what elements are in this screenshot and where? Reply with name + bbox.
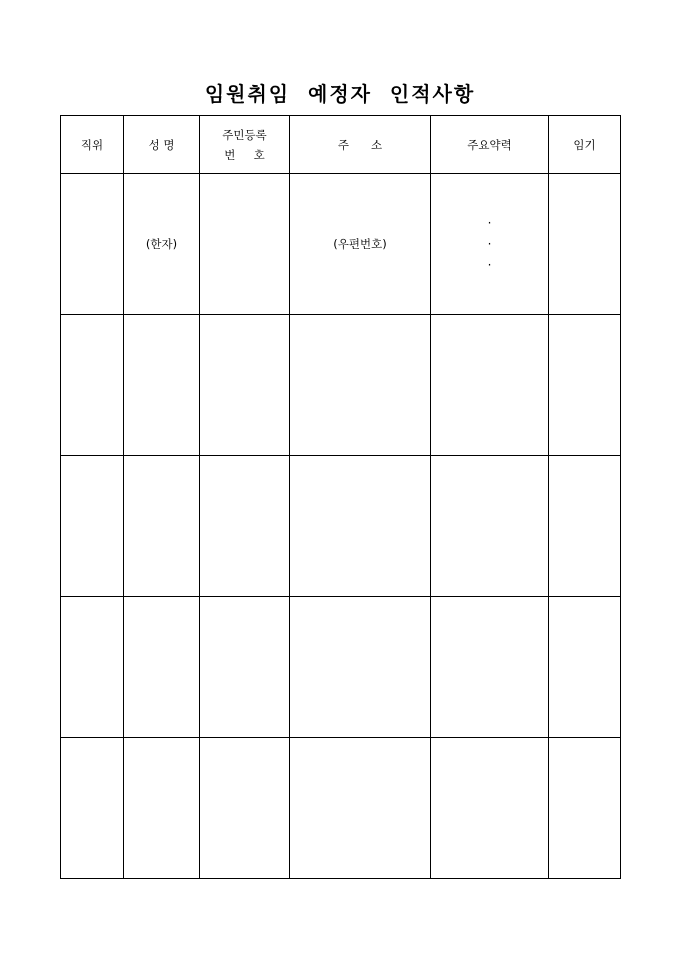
document-title: 임원취임 예정자 인적사항 — [204, 82, 476, 106]
header-term: 임기 — [549, 116, 621, 174]
cell-position[interactable] — [61, 597, 124, 738]
cell-position[interactable] — [61, 315, 124, 456]
header-resident-number — [200, 116, 290, 174]
cell-term[interactable] — [549, 456, 621, 597]
table-row — [61, 315, 621, 456]
cell-address[interactable] — [290, 456, 431, 597]
cell-address[interactable] — [290, 597, 431, 738]
cell-career[interactable] — [431, 174, 549, 315]
name-hanja-hint: (한자) — [145, 237, 178, 251]
cell-position[interactable] — [61, 174, 124, 315]
cell-term[interactable] — [549, 738, 621, 879]
cell-career[interactable] — [431, 456, 549, 597]
cell-resident-number[interactable] — [200, 456, 290, 597]
cell-career[interactable] — [431, 738, 549, 879]
career-bullet-list — [431, 213, 548, 276]
table-row — [61, 174, 621, 315]
cell-career[interactable] — [431, 315, 549, 456]
cell-name[interactable] — [124, 174, 200, 315]
header-name: 성 명 — [124, 116, 200, 174]
cell-name[interactable] — [124, 315, 200, 456]
cell-resident-number[interactable] — [200, 174, 290, 315]
cell-resident-number[interactable] — [200, 315, 290, 456]
cell-address[interactable] — [290, 174, 431, 315]
cell-term[interactable] — [549, 315, 621, 456]
header-position: 직위 — [61, 116, 124, 174]
cell-address[interactable] — [290, 315, 431, 456]
cell-position[interactable] — [61, 456, 124, 597]
header-resident-number-line1: 주민등록 — [222, 127, 267, 142]
career-bullet: · — [487, 257, 492, 272]
cell-career[interactable] — [431, 597, 549, 738]
officer-candidate-table — [60, 115, 621, 879]
header-address — [290, 116, 431, 174]
table-row — [61, 456, 621, 597]
header-row — [61, 116, 621, 174]
cell-name[interactable] — [124, 738, 200, 879]
cell-resident-number[interactable] — [200, 738, 290, 879]
header-address-label: 주 소 — [337, 137, 383, 152]
table-row — [61, 738, 621, 879]
cell-position[interactable] — [61, 738, 124, 879]
cell-name[interactable] — [124, 456, 200, 597]
table-row — [61, 597, 621, 738]
career-bullet: · — [487, 215, 492, 230]
cell-name[interactable] — [124, 597, 200, 738]
cell-term[interactable] — [549, 174, 621, 315]
cell-address[interactable] — [290, 738, 431, 879]
cell-resident-number[interactable] — [200, 597, 290, 738]
cell-term[interactable] — [549, 597, 621, 738]
career-bullet: · — [487, 236, 492, 251]
postal-code-hint: (우편번호) — [333, 237, 387, 251]
header-resident-number-line2: 번 호 — [224, 147, 265, 162]
header-career: 주요약력 — [431, 116, 549, 174]
